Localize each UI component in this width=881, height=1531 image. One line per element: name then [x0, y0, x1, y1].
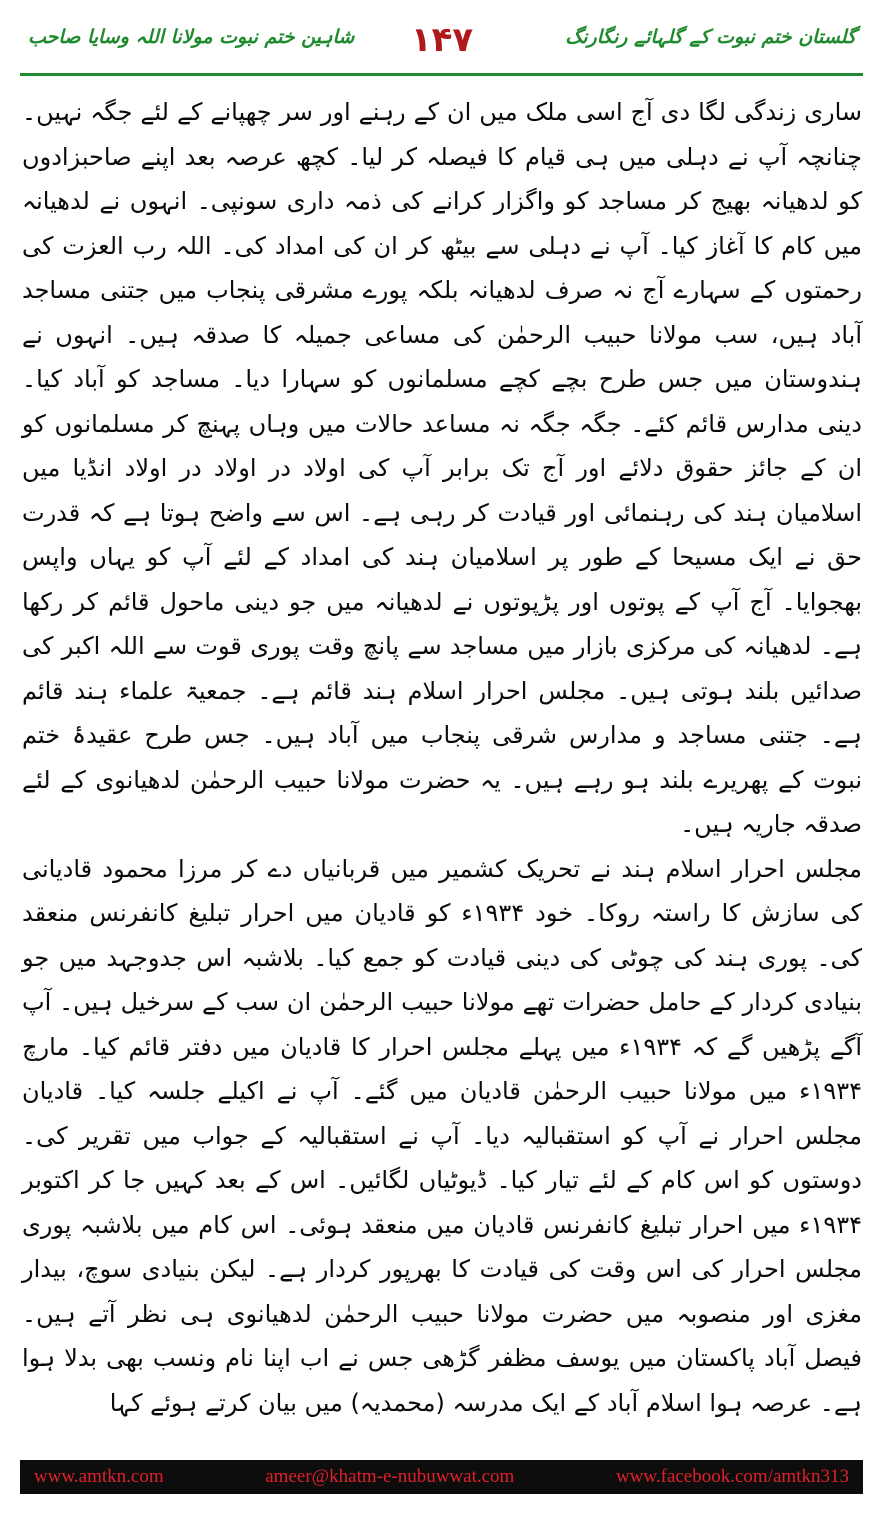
- footer-website-link[interactable]: www.amtkn.com: [34, 1466, 164, 1487]
- page-header: [22, 22, 862, 66]
- page-footer: [20, 1460, 863, 1494]
- footer-email-link[interactable]: ameer@khatm-e-nubuwwat.com: [265, 1466, 515, 1487]
- author-title: شاہین ختم نبوت مولانا اللہ وسایا صاحب: [28, 26, 355, 48]
- page-number: ۱۴۷: [410, 20, 474, 60]
- page-body: [22, 90, 862, 1445]
- header-divider: [20, 73, 863, 76]
- paragraph-2: مجلس احرار اسلام ہند نے تحریک کشمیر میں قربانیاں دے کر مرزا محمود قادیانی کی سازش کا راستہ روکا۔ خود ۱۹۳۴ء کو قادیان میں احرار تبلیغ کانفرنس منعقد کی۔ پوری ہند کی چوٹی کی دینی قیادت کو جمع کیا۔ بلاشبہ اس جدوجہد میں جو بنیادی کردار کے حامل حضرات تھے مولانا حبیب الرحمٰن ان سب کے سرخیل ہیں۔ آپ آگے پڑھیں گے کہ ۱۹۳۴ء میں پہلے مجلس احرار کا قادیان میں دفتر قائم کیا۔ مارچ ۱۹۳۴ء میں مولانا حبیب الرحمٰن قادیان میں گئے۔ آپ نے اکیلے جلسہ کیا۔ قادیان مجلس احرار نے آپ کو استقبالیہ دیا۔ آپ نے استقبالیہ کے جواب میں تقریر کی۔ دوستوں کو اس کام کے لئے تیار کیا۔ ڈیوٹیاں لگائیں۔ اس کے بعد کہیں جا کر اکتوبر ۱۹۳۴ء میں احرار تبلیغ کانفرنس قادیان میں منعقد ہوئی۔ اس کام میں بلاشبہ پوری مجلس احرار کی اس وقت کی قیادت کا بھرپور کردار ہے۔ لیکن بنیادی سوچ، بیدار مغزی اور منصوبہ میں حضرت مولانا حبیب الرحمٰن لدھیانوی ہی نظر آتے ہیں۔ فیصل آباد پاکستان میں یوسف مظفر گڑھی جس نے اب اپنا نام ونسب بھی بدلا ہوا ہے۔ عرصہ ہوا اسلام آباد کے ایک مدرسہ (محمدیہ) میں بیان کرتے ہوئے کہا: [22, 854, 862, 1417]
- paragraph-1: ساری زندگی لگا دی آج اسی ملک میں ان کے رہنے اور سر چھپانے کے لئے جگہ نہیں۔ چنانچہ آپ نے دہلی میں ہی قیام کا فیصلہ کر لیا۔ کچھ عرصہ بعد اپنے صاحبزادوں کو لدھیانہ بھیج کر مساجد کو واگزار کرانے کی ذمہ داری سونپی۔ انہوں نے لدھیانہ میں کام کا آغاز کیا۔ آپ نے دہلی سے بیٹھ کر ان کی امداد کی۔ اللہ رب العزت کی رحمتوں کے سہارے آج نہ صرف لدھیانہ بلکہ پورے مشرقی پنجاب میں جتنی مساجد آباد ہیں، سب مولانا حبیب الرحمٰن کی مساعی جمیلہ کا صدقہ ہیں۔ انہوں نے ہندوستان میں جس طرح بچے کچے مسلمانوں کو سہارا دیا۔ مساجد کو آباد کیا۔ دینی مدارس قائم کئے۔ جگہ جگہ نہ مساعد حالات میں وہاں پہنچ کر مسلمانوں کو ان کے جائز حقوق دلائے اور آج تک برابر آپ کی اولاد در اولاد در اولاد انڈیا میں اسلامیان ہند کی رہنمائی اور قیادت کر رہی ہے۔ اس سے واضح ہوتا ہے کہ قدرت حق نے ایک مسیحا کے طور پر اسلامیان ہند کی امداد کے لئے آپ کو یہاں واپس بھجوایا۔ آج آپ کے پوتوں اور پڑپوتوں نے لدھیانہ میں جو دینی ماحول قائم کر رکھا ہے۔ لدھیانہ کی مرکزی بازار میں مساجد سے پانچ وقت پوری قوت سے اللہ اکبر کی صدائیں بلند ہوتی ہیں۔ مجلس احرار اسلام ہند قائم ہے۔ جمعیۃ علماء ہند قائم ہے۔ جتنی مساجد و مدارس شرقی پنجاب میں آباد ہیں۔ جس طرح عقیدۂ ختم نبوت کے پھریرے بلند ہو رہے ہیں۔ یہ حضرت مولانا حبیب الرحمٰن لدھیانوی کے لئے صدقہ جاریہ ہیں۔: [22, 98, 862, 838]
- book-title: گلستان ختم نبوت کے گلہائے رنگارنگ: [565, 26, 856, 48]
- footer-facebook-link[interactable]: www.facebook.com/amtkn313: [615, 1466, 849, 1487]
